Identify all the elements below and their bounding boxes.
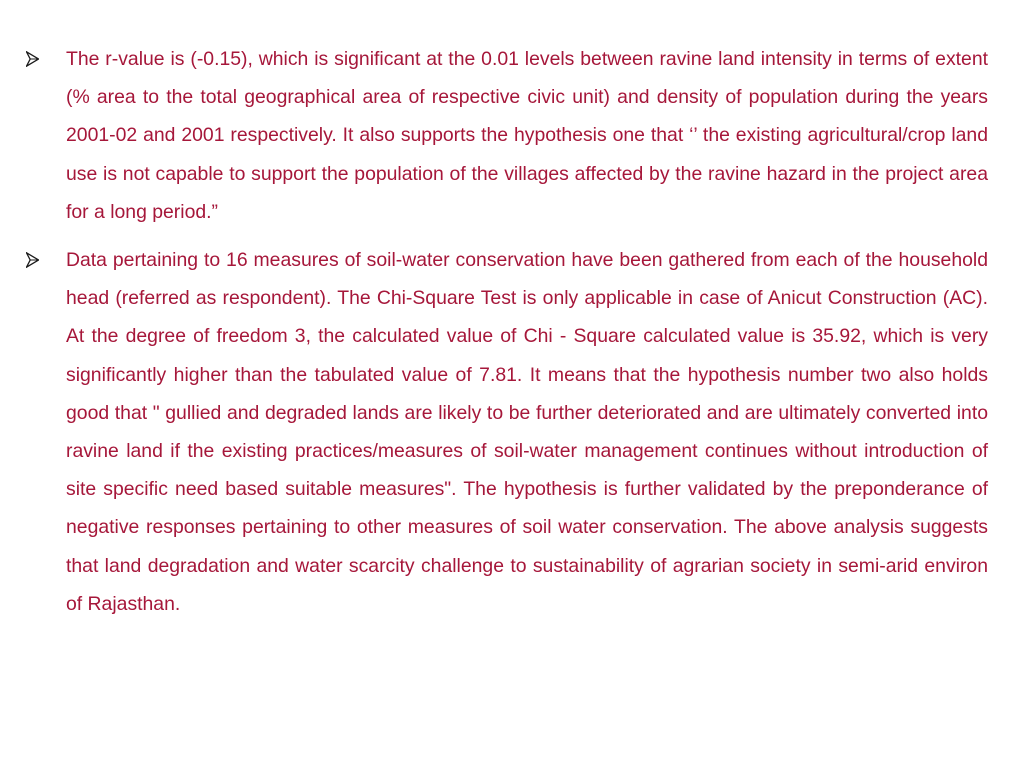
bullet-item-chi-square — [26, 241, 988, 623]
bullet-text: The r-value is (-0.15), which is significant at the 0.01 levels between ravine land intensity in terms of extent (% area to the total geographical area of respective civic unit) and density of population during the years 2001-02 and 2001 respectively. It also supports the hypothesis one that ‘’ the existing agricultural/crop land use is not capable to support the population of the villages affected by the ravine hazard in the project area for a long period.” — [66, 48, 988, 223]
arrowhead-bullet-icon — [26, 51, 39, 67]
bullet-item-r-value — [26, 40, 988, 231]
bullet-text: Data pertaining to 16 measures of soil-water conservation have been gathered from each of the household head (referred as respondent). The Chi-Square Test is only applicable in case of Anicut Construction (AC). At the degree of freedom 3, the calculated value of Chi - Square calculated value is 35.92, which is very significantly higher than the tabulated value of 7.81. It means that the hypothesis number two also holds good that " gullied and degraded lands are likely to be further deteriorated and are ultimately converted into ravine land if the existing practices/measures of soil-water management continues without introduction of site specific need based suitable measures". The hypothesis is further validated by the preponderance of negative responses pertaining to other measures of soil water conservation. The above analysis suggests that land degradation and water scarcity challenge to sustainability of agrarian society in semi-arid environ of Rajasthan. — [66, 249, 988, 615]
arrowhead-bullet-icon — [26, 252, 39, 268]
bullet-list — [26, 40, 988, 623]
